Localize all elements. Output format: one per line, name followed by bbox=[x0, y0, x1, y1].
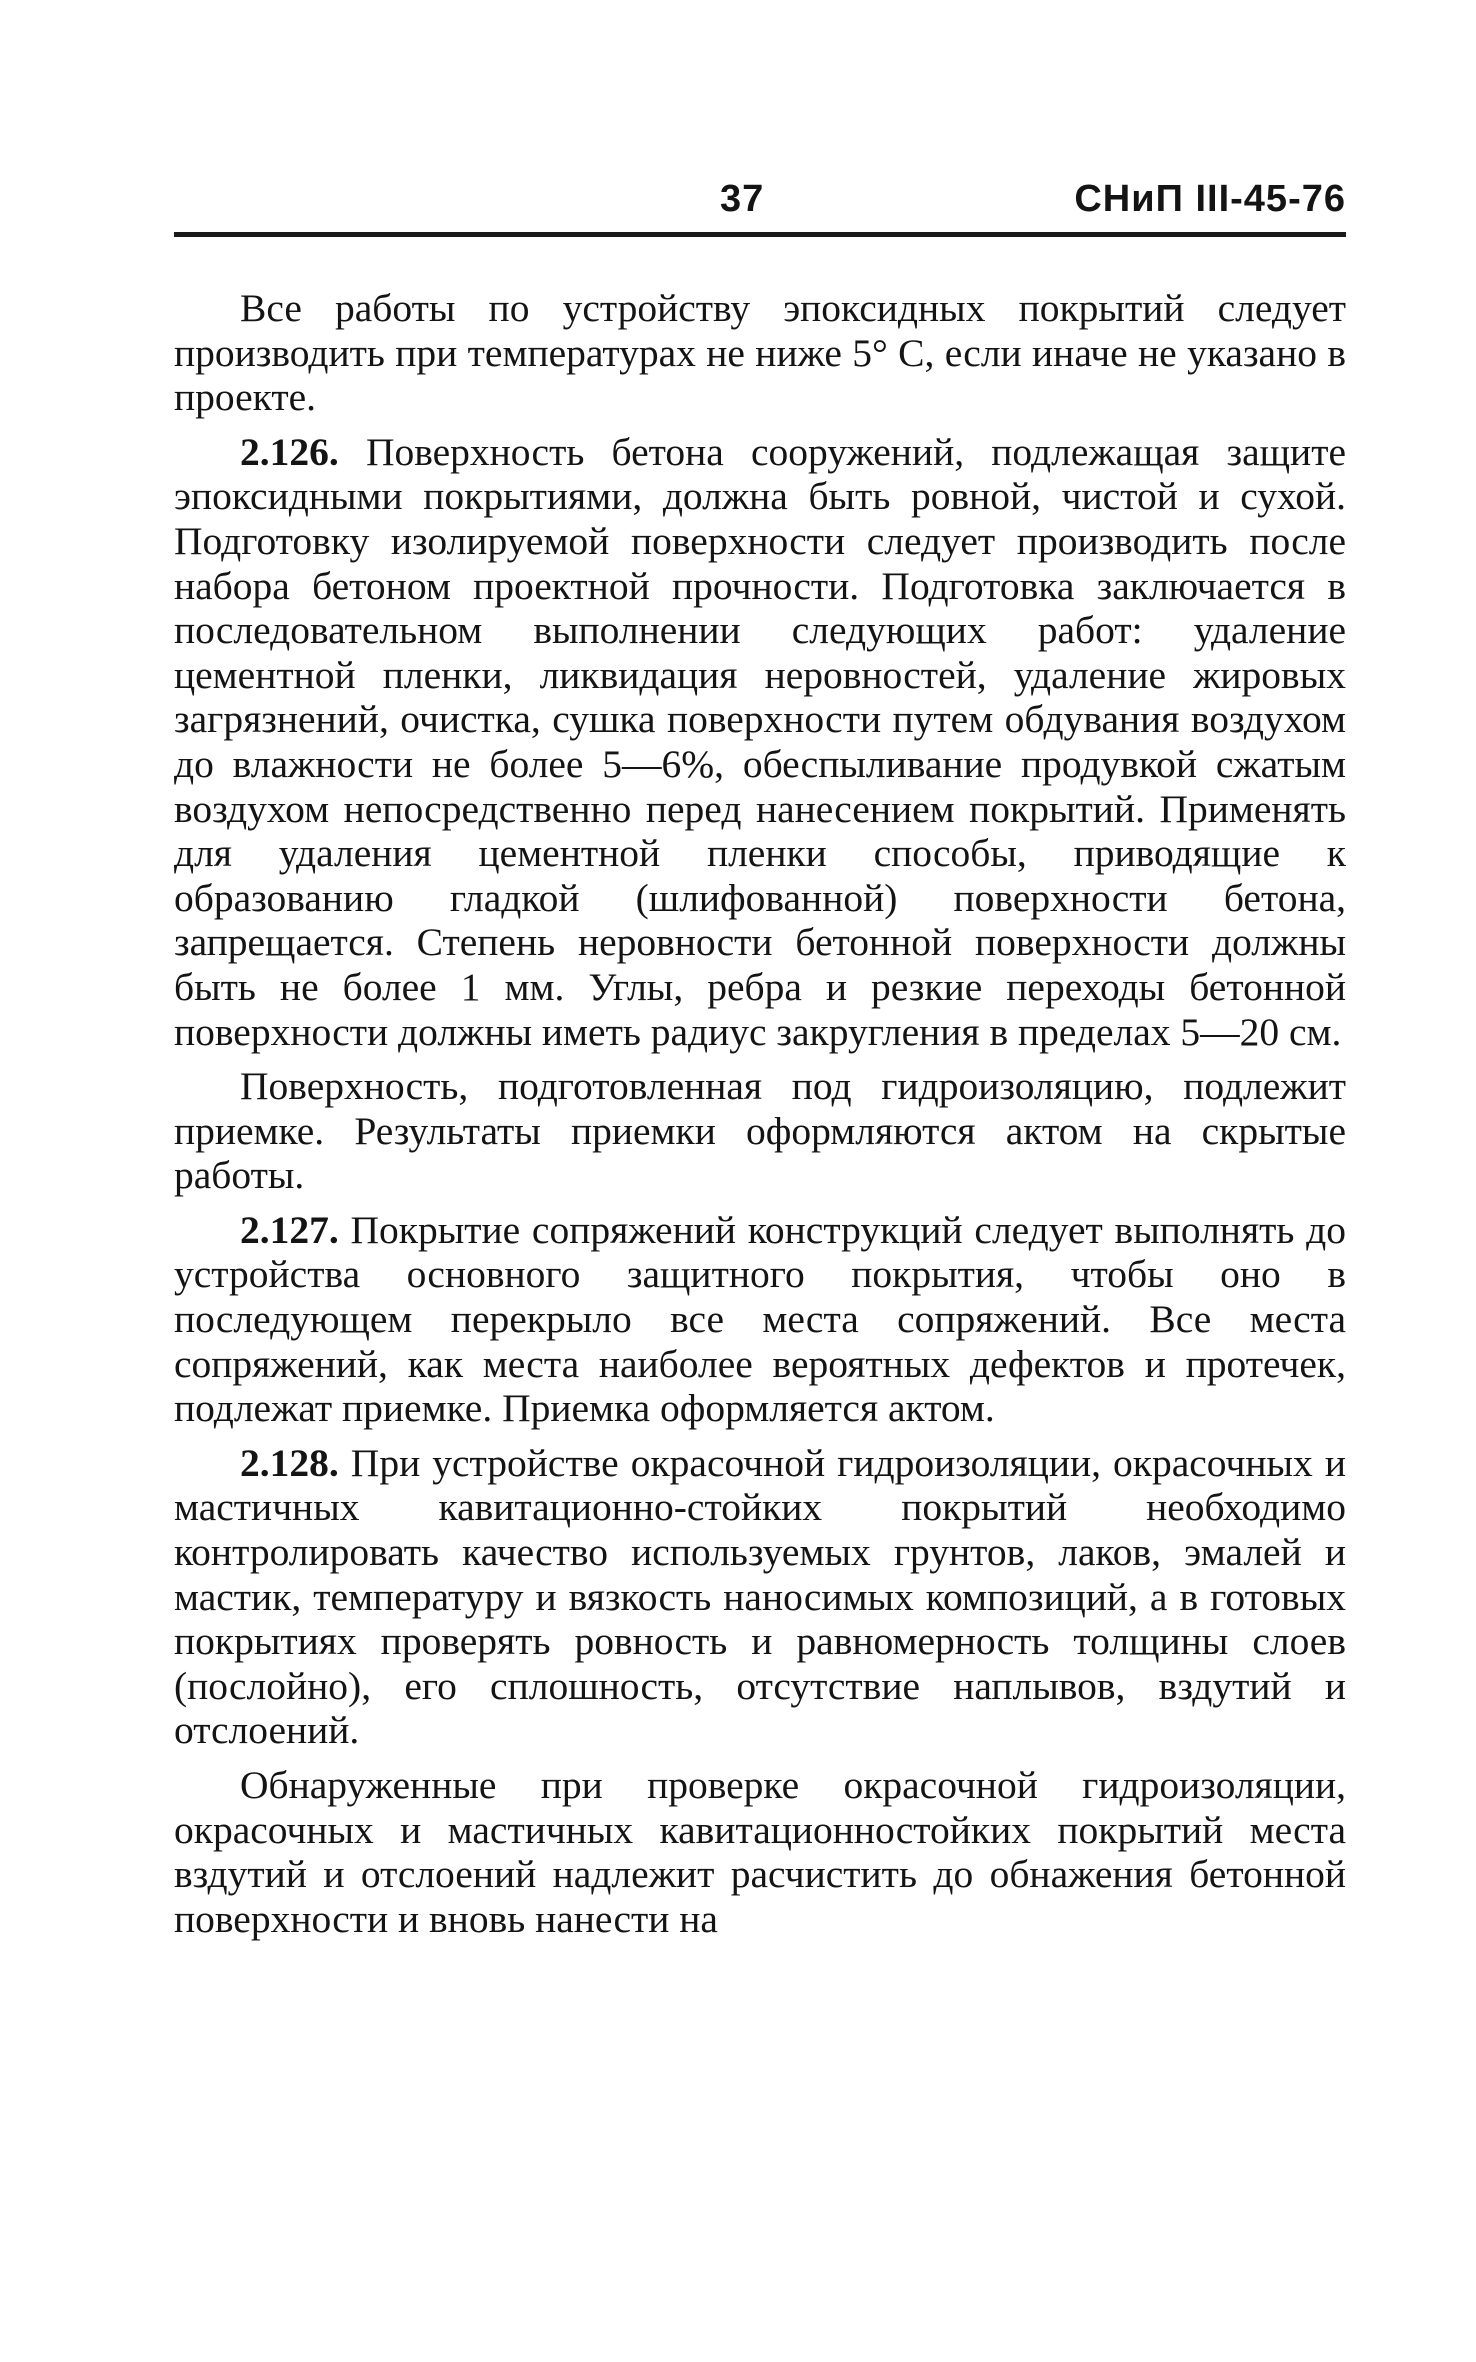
paragraph-clause-2-128 bbox=[174, 1441, 1346, 1753]
paragraph-clause-2-126 bbox=[174, 430, 1346, 1054]
paragraph-text: Покрытие сопряжений конструкций следует выполнять до устройства основного защитного покрытия, чтобы оно в последующем перекрыло все места сопряжений. Все места сопряжений, как места наиболее вероятных дефектов и протечек, подлежат приемке. Приемка оформляется актом. bbox=[174, 1207, 1346, 1431]
header-rule bbox=[174, 232, 1346, 237]
paragraph-text: Поверхность бетона сооружений, подлежащая защите эпоксидными покрытиями, должна быть ровной, чистой и сухой. Подготовку изолируемой поверхности следует производить после набора бетоном проектной прочности. Подготовка заключается в последовательном выполнении следующих работ: удаление цементной пленки, ликвидация неровностей, удаление жировых загрязнений, очистка, сушка поверхности путем обдувания воздухом до влажности не более 5—6%, обеспыливание продувкой сжатым воздухом непосредственно перед нанесением покрытий. Применять для удаления цементной пленки способы, приводящие к образованию гладкой (шлифованной) поверхности бетона, запрещается. Степень неровности бетонной поверхности должны быть не более 1 мм. Углы, ребра и резкие переходы бетонной поверхности должны иметь радиус закругления в пределах 5—20 см. bbox=[174, 429, 1346, 1054]
document-code: СНиП III-45-76 bbox=[1074, 178, 1346, 220]
paragraph-text: Все работы по устройству эпоксидных покрытий следует производить при температурах не ниже 5° С, если иначе не указано в проекте. bbox=[174, 286, 1346, 420]
paragraph-defects-repair bbox=[174, 1763, 1346, 1941]
clause-number: 2.126. bbox=[240, 429, 339, 474]
clause-number: 2.128. bbox=[240, 1440, 339, 1485]
page-number: 37 bbox=[720, 178, 765, 220]
paragraph-clause-2-127 bbox=[174, 1208, 1346, 1431]
paragraph-epoxy-temperature bbox=[174, 286, 1346, 420]
paragraph-text: Обнаруженные при проверке окрасочной гидроизоляции, окрасочных и мастичных кавитационностойких покрытий места вздутий и отслоений надлежит расчистить до обнажения бетонной поверхности и вновь нанести на bbox=[174, 1763, 1346, 1941]
clause-number: 2.127. bbox=[240, 1207, 339, 1252]
page-header bbox=[174, 178, 1346, 238]
body-text bbox=[174, 286, 1346, 1941]
paragraph-text: При устройстве окрасочной гидроизоляции, окрасочных и мастичных кавитационно-стойких покрытий необходимо контролировать качество используемых грунтов, лаков, эмалей и мастик, температуру и вязкость наносимых композиций, а в готовых покрытиях проверять ровность и равномерность толщины слоев (послойно), его сплошность, отсутствие наплывов, вздутий и отслоений. bbox=[174, 1440, 1346, 1753]
paragraph-surface-acceptance bbox=[174, 1064, 1346, 1198]
paragraph-text: Поверхность, подготовленная под гидроизоляцию, подлежит приемке. Результаты приемки оформляются актом на скрытые работы. bbox=[174, 1064, 1346, 1198]
